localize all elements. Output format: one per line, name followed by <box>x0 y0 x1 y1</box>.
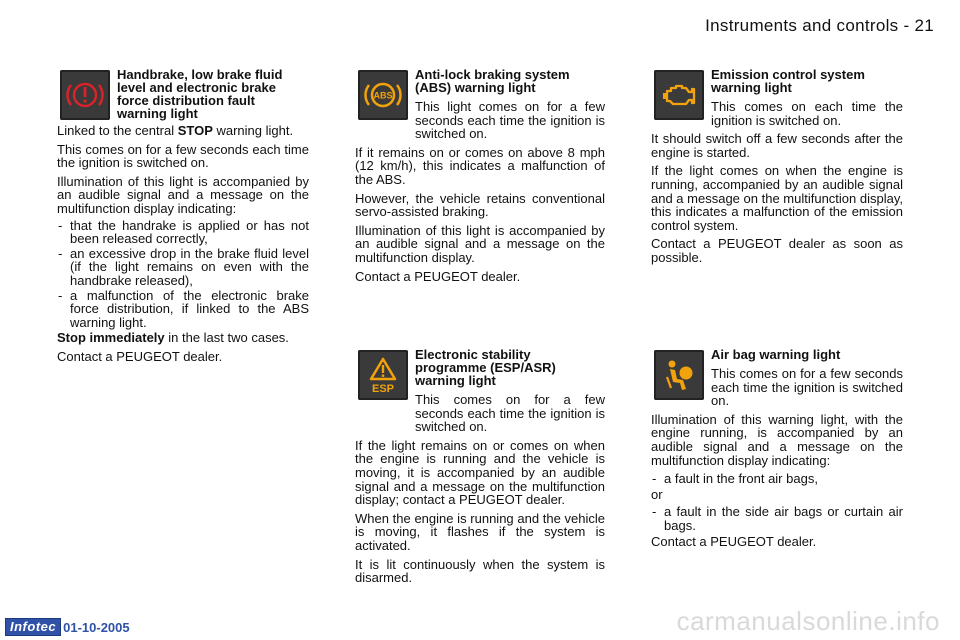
emission-p2: It should switch off a few seconds after the engine is started. <box>651 131 903 160</box>
airbag-p3: Contact a PEUGEOT dealer. <box>651 533 817 549</box>
handbrake-p5: Contact a PEUGEOT dealer. <box>57 348 223 364</box>
stop-emphasis: STOP <box>177 123 213 138</box>
list-item: - a fault in the side air bags or curtain air bags. <box>651 505 903 532</box>
handbrake-list <box>57 219 309 330</box>
handbrake-p1-text: Linked to the central <box>57 123 178 138</box>
emission-p4: Contact a PEUGEOT dealer as soon as possible. <box>651 236 903 265</box>
esp-p1: This comes on for a few seconds each time the ignition is switched on. <box>415 392 605 435</box>
footer-date: 01-10-2005 <box>63 619 130 635</box>
handbrake-p3: Illumination of this light is accompanied by an audible signal and a message on the multifunction display indicating: <box>57 173 309 216</box>
column-middle <box>355 68 605 288</box>
esp-p3: When the engine is running and the vehicle is moving, it flashes if the system is activated. <box>355 510 605 553</box>
airbag-or: or <box>651 486 663 502</box>
abs-p3: However, the vehicle retains conventional servo-assisted braking. <box>355 190 605 220</box>
esp-p2: If the light remains on or comes on when the engine is running and the vehicle is moving, it is accompanied by an audible signal and a message on the multifunction display; contact a PEUGEOT dealer. <box>355 437 605 508</box>
list-item: - a malfunction of the electronic brake force distribution, if linked to the ABS warning light. <box>57 289 309 330</box>
handbrake-section <box>57 68 309 364</box>
esp-warning-icon <box>358 350 408 400</box>
airbag-section <box>651 348 903 548</box>
infotec-logo: Infotec <box>5 618 61 636</box>
abs-warning-icon <box>358 70 408 120</box>
abs-section <box>355 68 605 283</box>
handbrake-p4-text: in the last two cases. <box>164 330 289 346</box>
list-item: - that the handrake is applied or has not been released correctly, <box>57 219 309 246</box>
esp-p4: It is lit continuously when the system is disarmed. <box>355 556 605 586</box>
handbrake-p1 <box>57 124 309 138</box>
page-header: Instruments and controls - 21 <box>705 16 934 35</box>
abs-p1: This light comes on for a few seconds each time the ignition is switched on. <box>415 99 605 142</box>
handbrake-p1-text-end: warning light. <box>212 123 294 138</box>
watermark: carmanualsonline.info <box>676 606 940 636</box>
abs-title: Anti-lock braking system (ABS) warning light <box>415 67 570 95</box>
esp-section <box>355 348 605 585</box>
column-middle-lower <box>355 348 605 590</box>
column-right <box>651 68 903 270</box>
airbag-list-1 <box>651 472 903 486</box>
handbrake-p2: This comes on for a few seconds each time the ignition is switched on. <box>57 141 309 171</box>
emission-section <box>651 68 903 265</box>
column-left <box>57 68 309 369</box>
svg-text:ESP: ESP <box>371 383 395 395</box>
abs-p2: If it remains on or comes on above 8 mph (12 km/h), this indicates a malfunction of the ABS. <box>355 144 605 187</box>
list-item: - a fault in the front air bags, <box>651 472 903 486</box>
svg-text:ABS: ABS <box>373 90 393 101</box>
airbag-p2: Illumination of this warning light, with the engine running, is accompanied by an audible signal and a message on the multifunction display indicating: <box>651 411 903 468</box>
airbag-warning-icon <box>654 350 704 400</box>
emission-title: Emission control system warning light <box>711 67 865 95</box>
list-item: - an excessive drop in the brake fluid level (if the light remains on even with the handbrake released), <box>57 247 309 288</box>
abs-p5: Contact a PEUGEOT dealer. <box>355 268 521 284</box>
handbrake-title: Handbrake, low brake fluid level and electronic brake force distribution fault warning light <box>117 67 283 121</box>
abs-p4: Illumination of this light is accompanied by an audible signal and a message on the multifunction display. <box>355 222 605 265</box>
brake-warning-icon <box>60 70 110 120</box>
emission-p1: This comes on each time the ignition is switched on. <box>711 99 903 128</box>
handbrake-p4 <box>57 331 309 345</box>
emission-p3: If the light comes on when the engine is running, accompanied by an audible signal and a message on the multifunction display, this indicates a malfunction of the emission control system. <box>651 163 903 233</box>
airbag-title: Air bag warning light <box>711 347 841 362</box>
airbag-list-2 <box>651 505 903 532</box>
esp-title: Electronic stability programme (ESP/ASR) warning light <box>415 347 556 388</box>
airbag-p1: This comes on for a few seconds each time the ignition is switched on. <box>711 366 903 409</box>
engine-warning-icon <box>654 70 704 120</box>
footer <box>5 619 130 635</box>
stop-immediately-emphasis: Stop immediately <box>57 330 165 346</box>
column-right-lower <box>651 348 903 553</box>
